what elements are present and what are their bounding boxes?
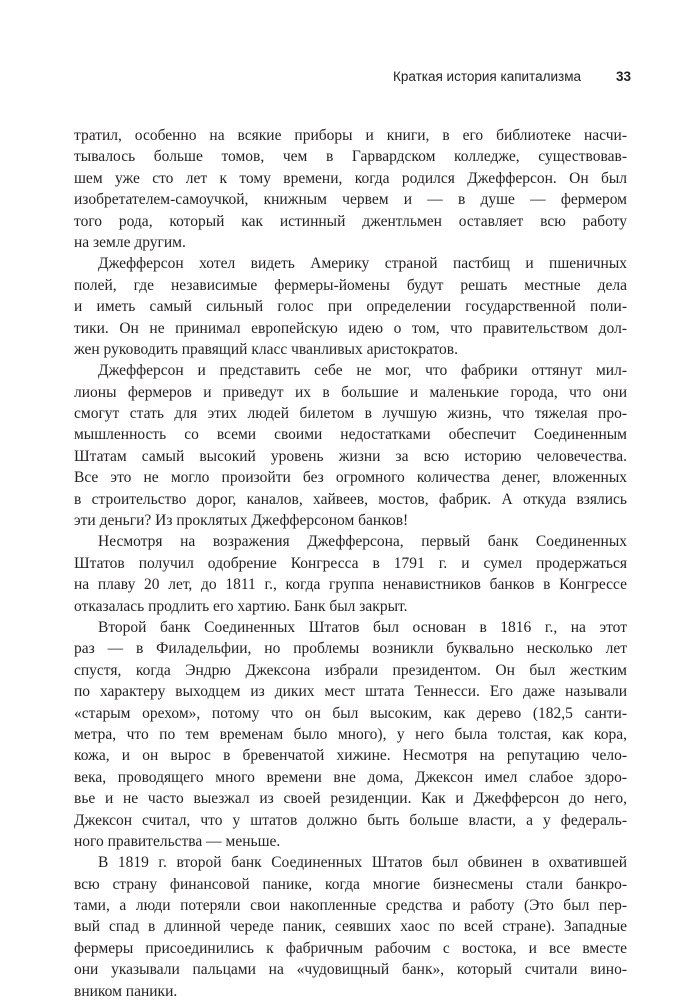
- text-line: Несмотря на возражения Джефферсона, первый банк Соединенных: [98, 533, 627, 551]
- text-line: отказалась продлить его хартию. Банк был закрыт.: [74, 597, 408, 615]
- text-line: Штатам самый высокий уровень жизни за всю историю человечества.: [74, 447, 627, 465]
- text-line: мышленность со всеми своими недостатками обеспечит Соединенным: [74, 426, 627, 444]
- text-line: всю страну финансовой панике, когда многие бизнесмены стали банкро-: [74, 875, 627, 893]
- text-line: «старым орехом», потому что он был высоким, как дерево (182,5 санти-: [74, 704, 627, 722]
- paragraph: [74, 253, 627, 360]
- running-header-title: Краткая история капитализма: [393, 69, 581, 84]
- text-line: кожа, и он вырос в бревенчатой хижине. Несмотря на репутацию чело-: [74, 747, 627, 765]
- text-line: на земле другим.: [74, 233, 186, 251]
- text-line: Все это не могло произойти без огромного количества денег, вложенных: [74, 469, 627, 487]
- paragraph: [74, 360, 627, 531]
- text-line: ного правительства — меньше.: [74, 832, 281, 850]
- text-line: вье и не часто выезжал из своей резиденции. Как и Джефферсон до него,: [74, 790, 627, 808]
- text-line: тратил, особенно на всякие приборы и книги, в его библиотеке насчи-: [74, 127, 627, 144]
- text-line: тывалось больше томов, чем в Гарвардском колледже, существовав-: [74, 148, 627, 166]
- text-line: тами, а люди потеряли свои накопленные средства и работу (Это был пер-: [74, 897, 627, 915]
- text-line: в строительство дорог, каналов, хайвеев, мостов, фабрик. А откуда взялись: [74, 490, 627, 508]
- paragraph: [74, 617, 627, 852]
- body-text: [74, 125, 627, 1002]
- running-header: [70, 66, 631, 88]
- text-line: В 1819 г. второй банк Соединенных Штатов был обвинен в охватившей: [98, 854, 627, 872]
- text-line: тики. Он не принимал европейскую идею о том, что правительством дол-: [74, 319, 627, 337]
- text-line: вый спад в длинной череде паник, сеявших хаос по всей стране). Западные: [74, 918, 627, 936]
- text-line: Джексон считал, что у штатов должно быть больше власти, а у федераль-: [74, 811, 627, 829]
- text-line: фермеры присоединились к фабричным рабочим с востока, и все вместе: [74, 939, 627, 957]
- text-line: по характеру выходцем из диких мест штата Теннесси. Его даже называли: [74, 683, 627, 701]
- text-line: лионы фермеров и приведут их в большие и маленькие города, что они: [74, 383, 627, 401]
- text-line: раз — в Филадельфии, но проблемы возникли буквально несколько лет: [74, 640, 627, 658]
- page-number: 33: [615, 69, 631, 84]
- text-line: изобретателем-самоучкой, книжным червем и — в душе — фермером: [74, 191, 627, 209]
- text-line: Второй банк Соединенных Штатов был основан в 1816 г., на этот: [98, 618, 627, 636]
- text-line: метра, что по тем временам было много), у него была толстая, как кора,: [74, 725, 627, 743]
- text-line: вником паники.: [74, 982, 178, 1000]
- text-line: Штатов получил одобрение Конгресса в 1791 г. и сумел продержаться: [74, 554, 627, 572]
- paragraph: [74, 531, 627, 617]
- text-line: века, проводящего много времени вне дома, Джексон имел слабое здоро-: [74, 768, 627, 786]
- text-line: и иметь самый сильный голос при определении государственной поли-: [74, 298, 627, 316]
- text-line: спустя, когда Эндрю Джексона избрали президентом. Он был жестким: [74, 661, 627, 679]
- text-line: смогут стать для этих людей билетом в лучшую жизнь, что тяжелая про-: [74, 405, 627, 423]
- text-line: полей, где независимые фермеры-йомены будут решать местные дела: [74, 276, 627, 294]
- text-line: на плаву 20 лет, до 1811 г., когда группа ненавистников банков в Конгрессе: [74, 576, 627, 594]
- text-line: они указывали пальцами на «чудовищный банк», который считали вино-: [74, 961, 627, 979]
- text-line: шем уже сто лет к тому времени, когда родился Джефферсон. Он был: [74, 169, 627, 187]
- paragraph: [74, 125, 627, 253]
- paragraph: [74, 852, 627, 1002]
- text-line: того рода, который как истинный джентльмен оставляет всю работу: [74, 212, 627, 230]
- text-line: жен руководить правящий класс чванливых аристократов.: [74, 340, 458, 358]
- text-line: Джефферсон и представить себе не мог, что фабрики оттянут мил-: [98, 362, 627, 380]
- text-line: эти деньги? Из проклятых Джефферсоном банков!: [74, 512, 409, 530]
- text-line: Джефферсон хотел видеть Америку страной пастбищ и пшеничных: [98, 255, 627, 273]
